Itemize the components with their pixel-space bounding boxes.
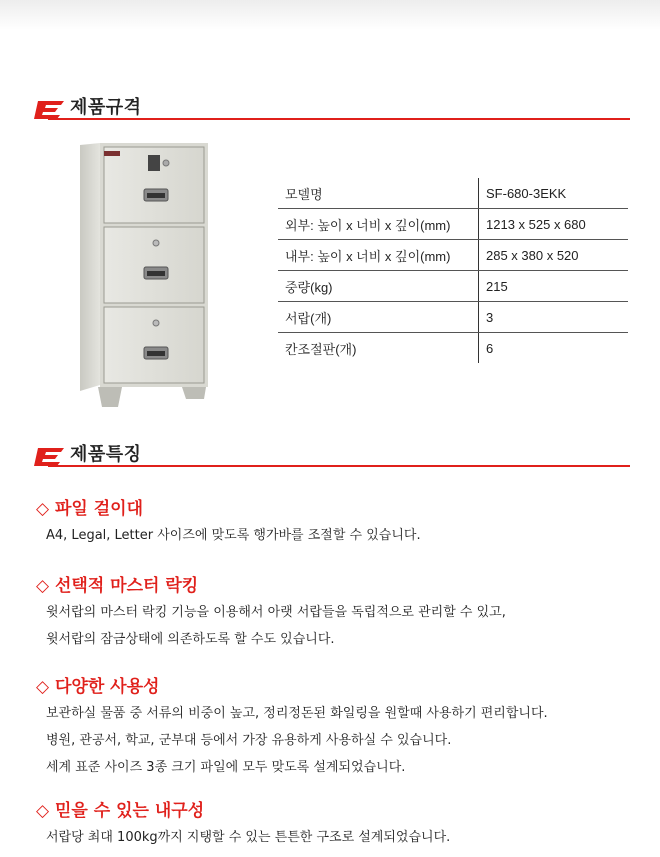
spec-label: 중량(kg) [278,271,479,302]
feature-text: 윗서랍의 잠금상태에 의존하도록 할 수도 있습니다. [46,632,335,647]
features-section-header [34,440,634,470]
fire-safe-cabinet-image [76,139,216,409]
spec-section-title: 제품규격 [70,97,142,118]
spec-value: 215 [479,271,629,302]
section-divider [48,118,630,120]
section-divider [48,465,630,467]
spec-value: 1213 x 525 x 680 [479,209,629,240]
spec-row [278,333,628,364]
feature-text: 서랍당 최대 100kg까지 지탱할 수 있는 튼튼한 구조로 설계되었습니다. [46,830,451,845]
spec-value: 285 x 380 x 520 [479,240,629,271]
feature-text: 세계 표준 사이즈 3종 크기 파일에 모두 맞도록 설계되었습니다. [46,760,406,775]
spec-row [278,240,628,271]
feature-text: 병원, 관공서, 학교, 군부대 등에서 가장 유용하게 사용하실 수 있습니다. [46,733,452,748]
spec-table [278,178,628,363]
feature-heading: ◇ 다양한 사용성 [36,677,160,697]
top-gradient-bar [0,0,660,30]
spec-label: 서랍(개) [278,302,479,333]
spec-value: 6 [486,340,494,356]
spec-label: 칸조절판(개) [278,333,479,364]
spec-row [278,302,628,333]
spec-value: SF-680-3EKK [479,178,629,209]
spec-row [278,271,628,302]
feature-heading: ◇ 파일 걸이대 [36,499,144,519]
spec-section-header [34,93,634,123]
spec-row [278,209,628,240]
spec-row [278,178,628,209]
spec-label: 외부: 높이 x 너비 x 깊이(mm) [278,209,479,240]
spec-label: 내부: 높이 x 너비 x 깊이(mm) [278,240,479,271]
feature-text: A4, Legal, Letter 사이즈에 맞도록 행가바를 조절할 수 있습니다. [46,528,421,543]
spec-value: 3 [479,302,629,333]
feature-heading: ◇ 선택적 마스터 락킹 [36,576,199,596]
feature-text: 보관하실 물품 중 서류의 비중이 높고, 정리정돈된 화일링을 원할때 사용하기 편리합니다. [46,706,548,721]
feature-text: 윗서랍의 마스터 락킹 기능을 이용해서 아랫 서랍들을 독립적으로 관리할 수 있고, [46,605,506,620]
spec-label: 모델명 [278,178,479,209]
feature-heading: ◇ 믿을 수 있는 내구성 [36,801,205,821]
features-section-title: 제품특징 [70,444,142,465]
